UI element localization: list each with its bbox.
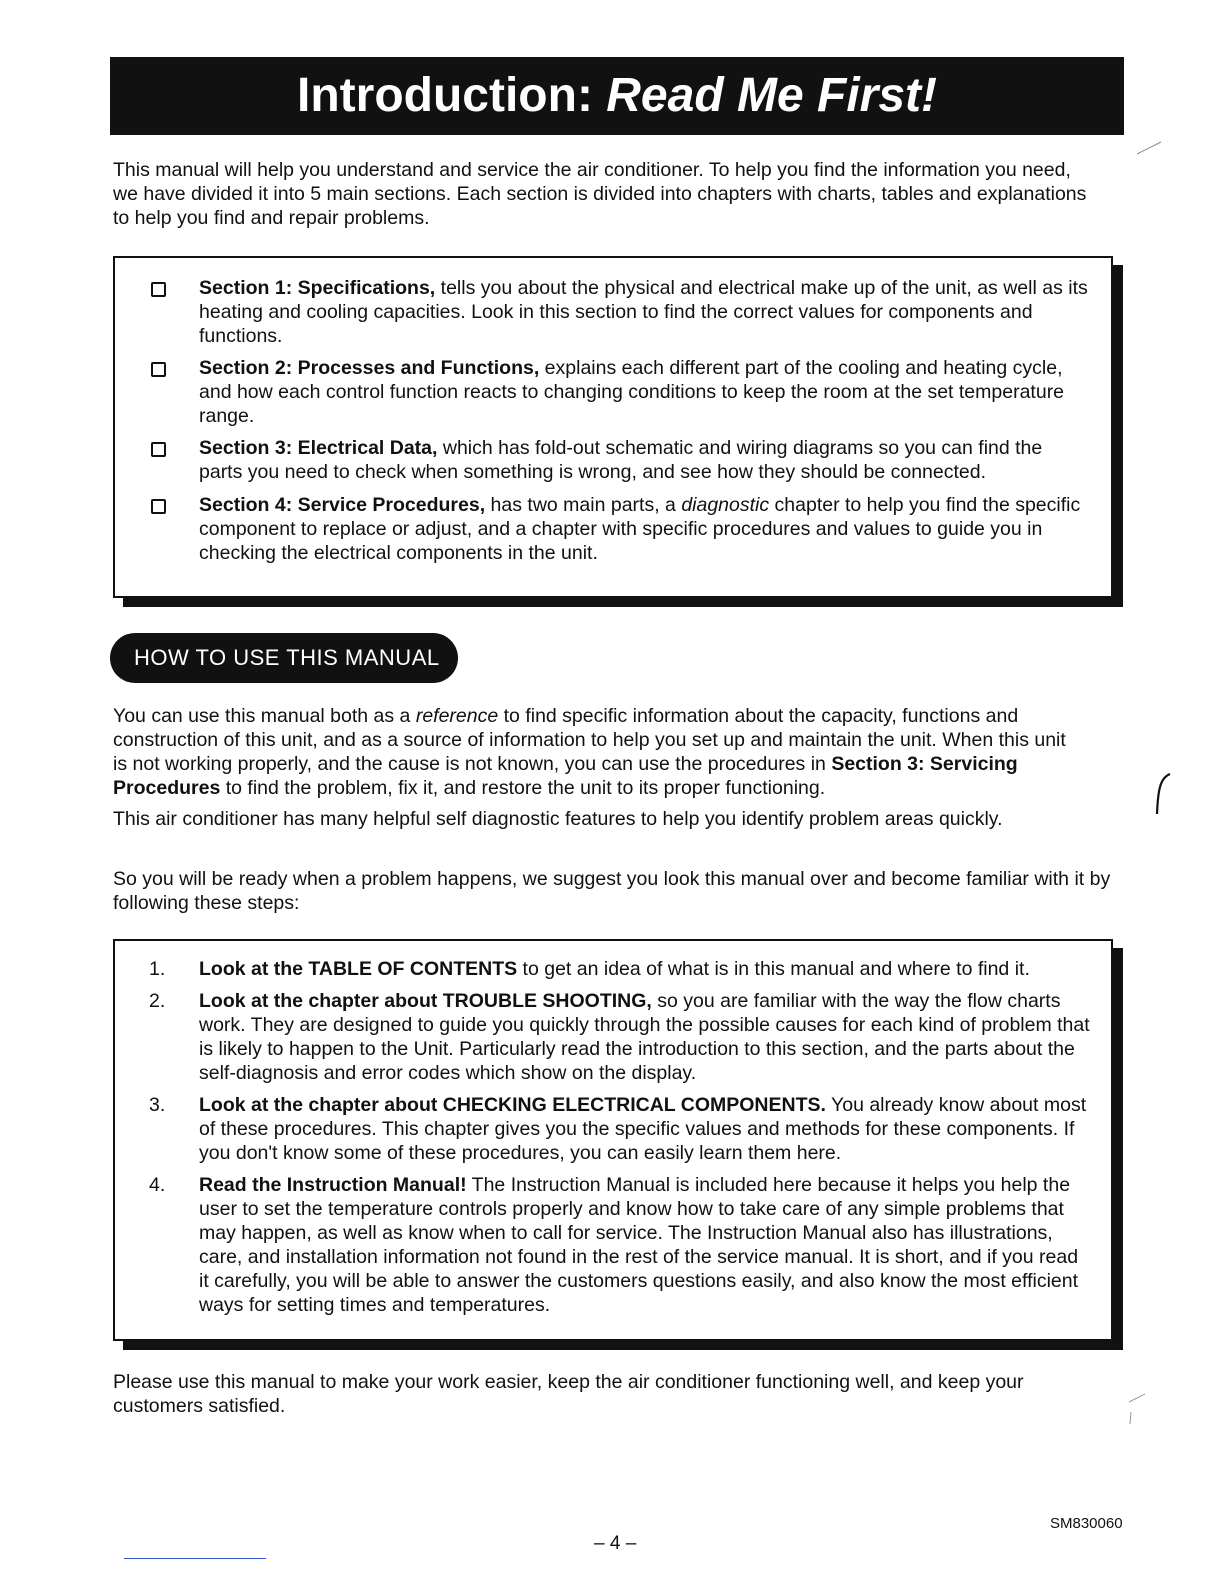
pen-mark-icon	[1135, 138, 1165, 158]
step-4-title: Read the Instruction Manual!	[199, 1174, 467, 1196]
step-1-title: Look at the TABLE OF CONTENTS	[199, 958, 518, 980]
section-1-title: Section 1: Specifications,	[199, 277, 436, 299]
how-to-text-1: You can use this manual both as a	[113, 705, 416, 727]
checkbox-icon	[151, 362, 166, 377]
ready-paragraph: So you will be ready when a problem happens, we suggest you look this manual over and become familiar with it by following these steps:	[113, 868, 1111, 914]
diagnostic-paragraph: This air conditioner has many helpful self diagnostic features to help you identify problem areas quickly.	[113, 808, 1003, 830]
title-emphasis: Read Me First!	[606, 69, 937, 122]
page-number: – 4 –	[594, 1533, 637, 1554]
section-1-text: tells you about the physical and electrical make up of the unit, as well as its heating and cooling capacities. Look in this section to find the correct values for components and functions.	[199, 277, 1088, 347]
checkbox-icon	[151, 442, 166, 457]
section-2-title: Section 2: Processes and Functions,	[199, 357, 540, 379]
how-to-use-heading: HOW TO USE THIS MANUAL	[110, 633, 458, 683]
closing-paragraph: Please use this manual to make your work easier, keep the air conditioner functioning well, and keep your customers satisfied.	[113, 1371, 1024, 1417]
how-to-text-2: to find specific information about the capacity, functions and construction of this unit, and as a source of information to help you set up and maintain the unit. When this unit is not working properly, and the cause is not known, you can use the procedures in	[113, 705, 1066, 775]
section-4-italic: diagnostic	[681, 494, 770, 516]
step-2-title: Look at the chapter about TROUBLE SHOOTING,	[199, 990, 652, 1012]
document-code: SM830060	[1050, 1515, 1123, 1532]
section-2-text: explains each different part of the cooling and heating cycle, and how each control function reacts to changing conditions to keep the room at the set temperature range.	[199, 357, 1065, 427]
step-4-text: The Instruction Manual is included here because it helps you help the user to set the temperature controls properly and know how to take care of any simple problems that may happen, as well as know when to call for service. The Instruction Manual also has illustrations, care, and installation information not found in the rest of the service manual. It is short, and if you read it carefully, you will be able to answer the customers questions easily, and also know the most efficient ways for setting times and temperatures.	[199, 1174, 1079, 1316]
step-number: 1.	[149, 958, 166, 980]
how-to-bold: Section 3: Servicing Procedures	[113, 753, 1018, 799]
intro-paragraph: This manual will help you understand and service the air conditioner. To help you find the information you need, we have divided it into 5 main sections. Each section is divided into chapters with charts, tables and explanations to help you find and repair problems.	[113, 159, 1087, 229]
step-number: 3.	[149, 1094, 166, 1116]
sections-box	[113, 256, 1113, 598]
page-title-banner	[110, 57, 1124, 135]
section-3-title: Section 3: Electrical Data,	[199, 437, 438, 459]
how-to-text-3: to find the problem, fix it, and restore the unit to its proper functioning.	[220, 777, 826, 799]
checkbox-icon	[151, 499, 166, 514]
step-1-text: to get an idea of what is in this manual and where to find it.	[517, 958, 1030, 980]
section-4-title: Section 4: Service Procedures,	[199, 494, 486, 516]
step-2-text: so you are familiar with the way the flow charts work. They are designed to guide you quickly through the possible causes for each kind of problem that is likely to happen to the Unit. Particularly read the introduction to this section, and the parts about the self-diagnosis and error codes which show on the display.	[199, 990, 1090, 1084]
step-3-text: You already know about most of these procedures. This chapter gives you the specific values and methods for these components. If you don't know some of these procedures, you can easily learn them here.	[199, 1094, 1087, 1164]
pen-mark-icon	[1125, 1388, 1155, 1428]
step-number: 4.	[149, 1174, 166, 1196]
how-to-italic: reference	[415, 705, 499, 727]
how-to-paragraph	[113, 704, 1073, 800]
step-number: 2.	[149, 990, 166, 1012]
section-4-text-after: chapter to help you find the specific component to replace or adjust, and a chapter with specific procedures and values to guide you in checking the electrical components in the unit.	[199, 494, 1081, 564]
section-3-text: which has fold-out schematic and wiring diagrams so you can find the parts you need to check when something is wrong, and see how they should be connected.	[199, 437, 1043, 483]
step-3-title: Look at the chapter about CHECKING ELECTRICAL COMPONENTS.	[199, 1094, 826, 1116]
footer-rule	[124, 1558, 266, 1559]
checkbox-icon	[151, 282, 166, 297]
pen-mark-icon	[1148, 770, 1178, 820]
section-4-text-before: has two main parts, a	[485, 494, 682, 516]
steps-box	[113, 939, 1113, 1341]
title-main: Introduction:	[297, 69, 607, 122]
